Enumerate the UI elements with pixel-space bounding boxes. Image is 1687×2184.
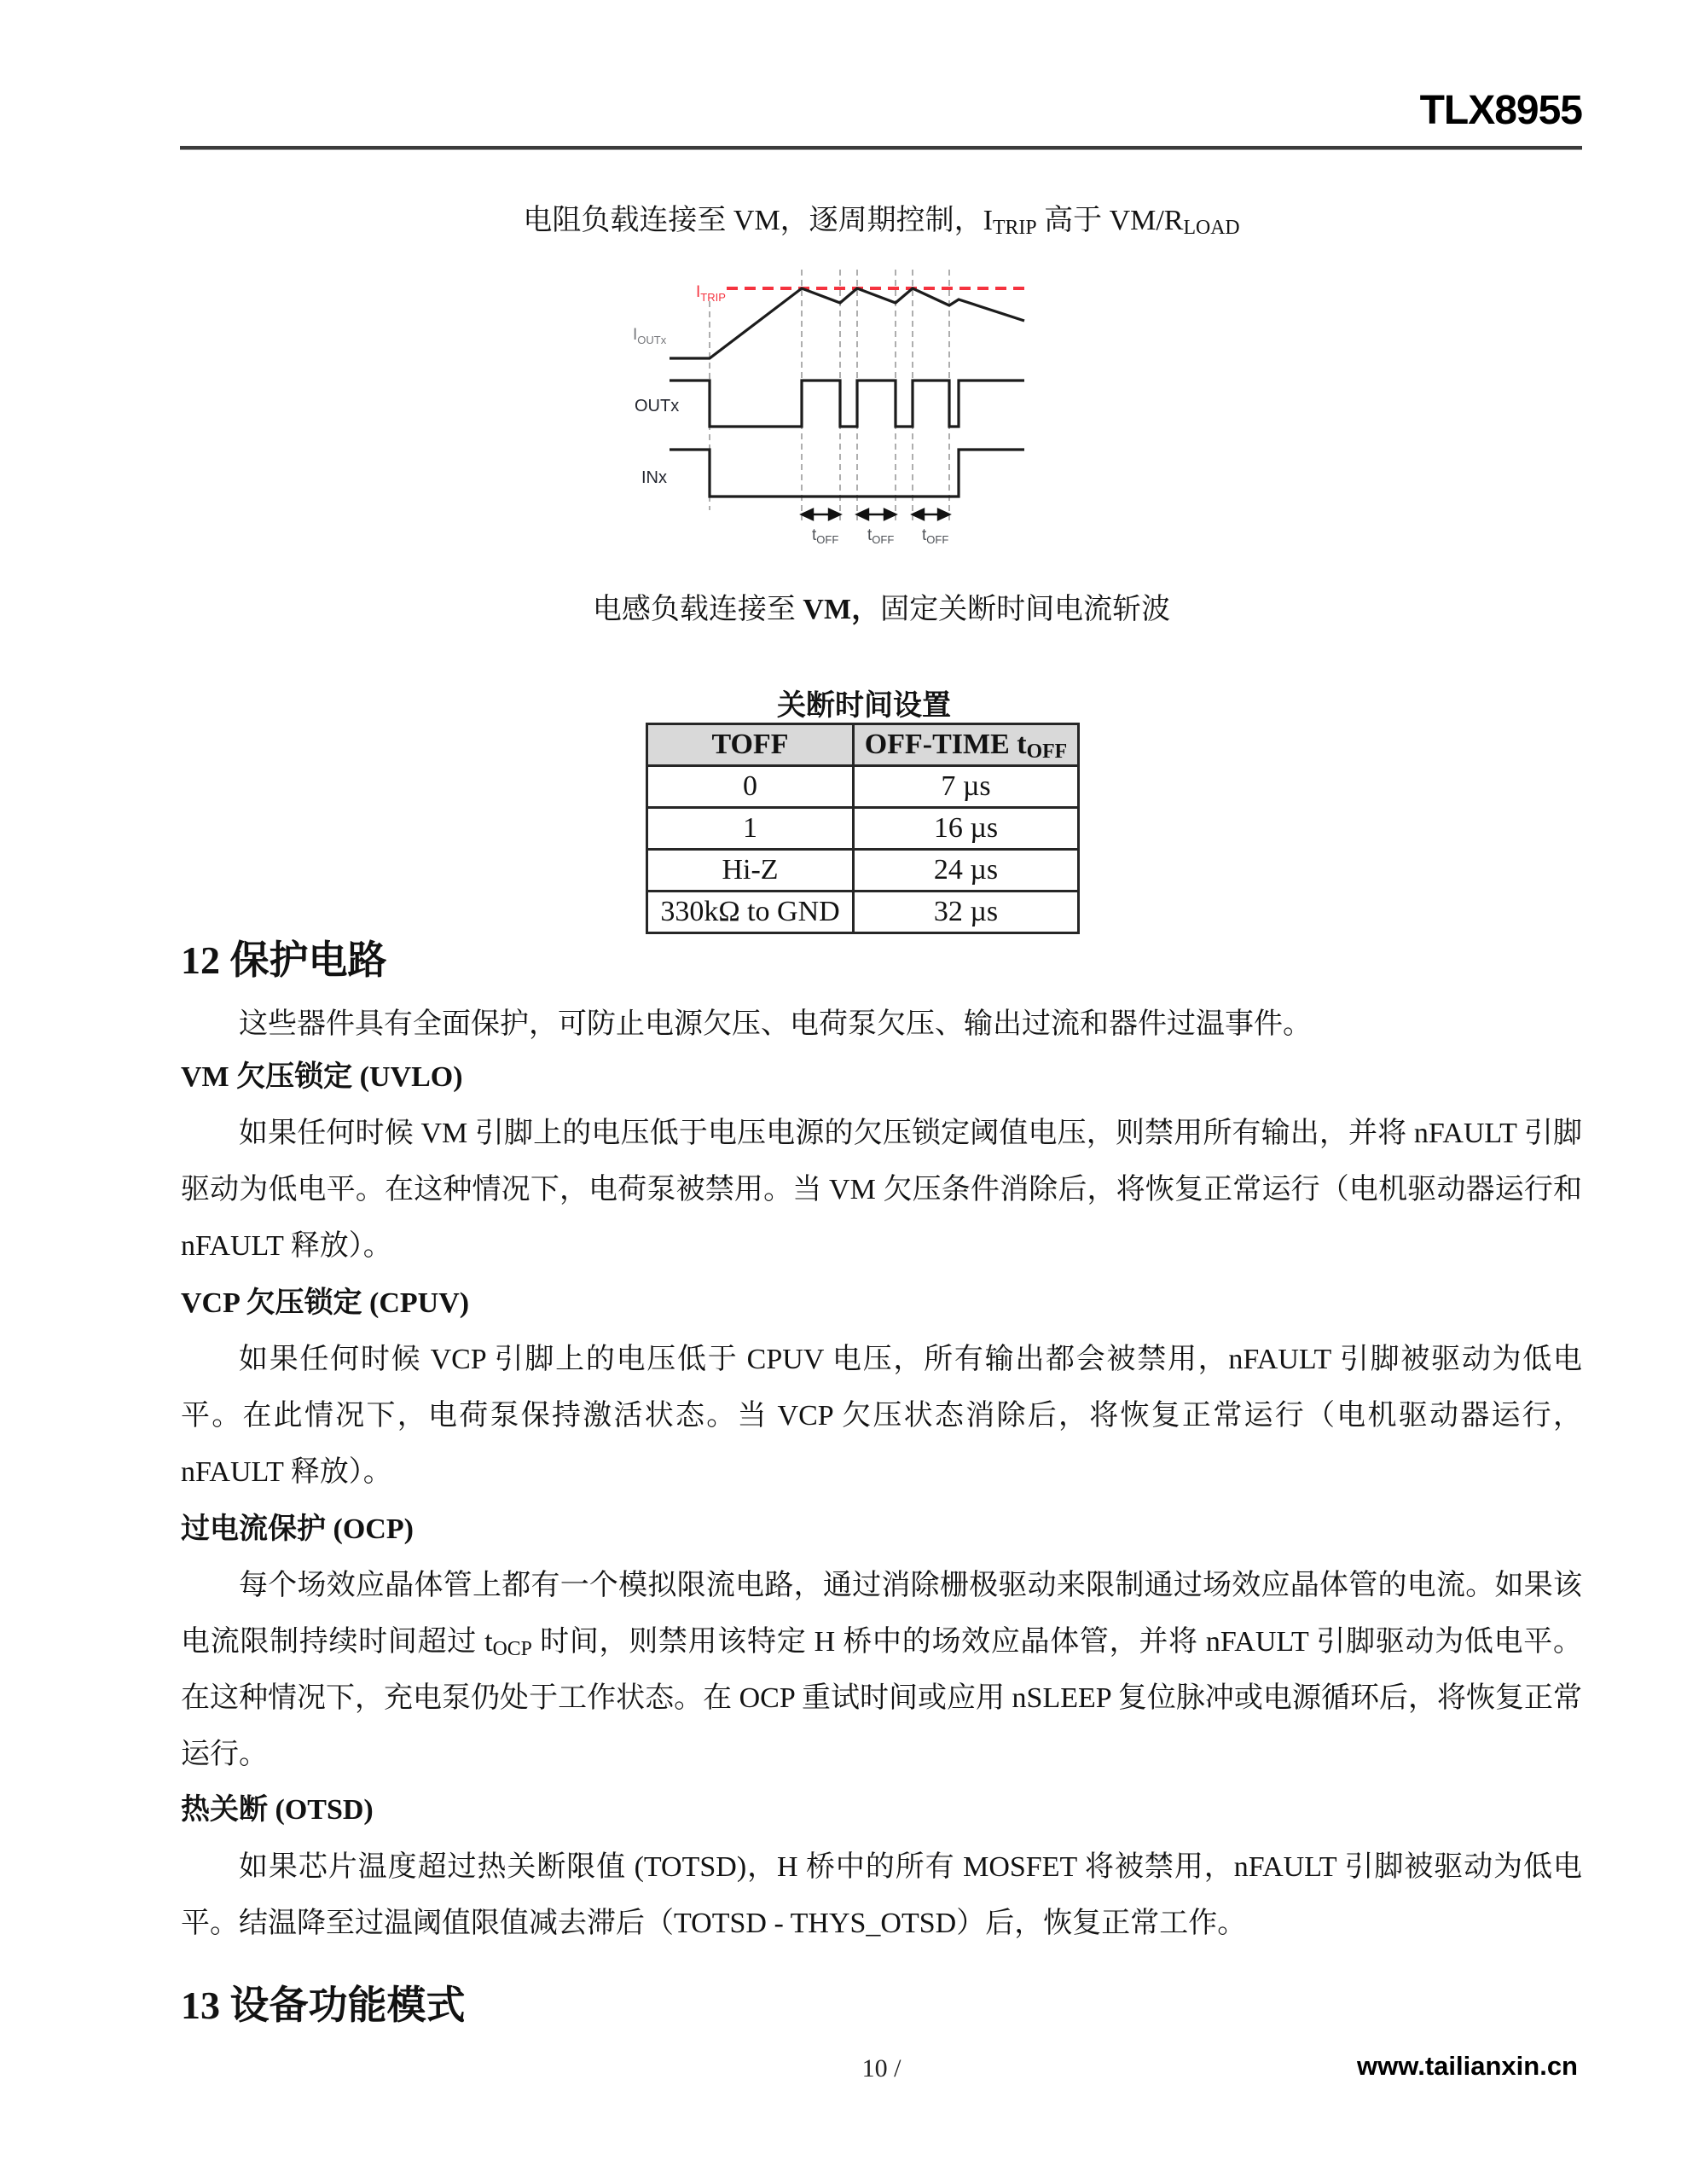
figure-caption-top	[181, 196, 1582, 238]
footer-website: www.tailianxin.cn	[1357, 2051, 1578, 2081]
cell-time-2: 24 µs	[854, 850, 1079, 892]
cpuv-paragraph: 如果任何时候 VCP 引脚上的电压低于 CPUV 电压，所有输出都会被禁用，nFAULT 引脚被驱动为低电平。在此情况下，电荷泵保持激活状态。当 VCP 欠压状态消除后，将恢复正常运行（电机驱动器运行，nFAULT 释放）。	[181, 1344, 1582, 1488]
otsd-heading: 热关断 (OTSD)	[181, 1794, 374, 1826]
toff-arrows	[802, 509, 949, 520]
in-waveform	[670, 450, 1024, 497]
cell-time-1: 16 µs	[854, 808, 1079, 850]
timing-diagram	[631, 254, 1122, 549]
in-label: INx	[641, 468, 667, 487]
caption-top-text2: 高于 VM/R	[1036, 205, 1184, 236]
caption-bottom-text: 电感负载连接至	[592, 594, 803, 625]
toff-table-title: 关断时间设置	[777, 690, 951, 722]
table-row	[647, 892, 1079, 933]
page-number: 10 /	[861, 2054, 901, 2082]
caption-bottom-text2: 固定关断时间电流斩波	[880, 594, 1171, 625]
col-header-toff: TOFF	[647, 724, 854, 766]
cell-time-3: 32 µs	[854, 892, 1079, 933]
col-header-offtime-text: OFF-TIME t	[864, 729, 1027, 760]
section-12-heading: 12 保护电路	[181, 938, 387, 982]
iout-label: $I_{OUTx}$	[633, 326, 667, 346]
itrip-label: $I_{TRIP}$	[696, 283, 726, 304]
uvlo-heading: VM 欠压锁定 (UVLO)	[181, 1061, 463, 1093]
ocp-paragraph	[181, 1558, 1582, 1783]
page-title: TLX8955	[1419, 88, 1582, 133]
toff-settings-table	[646, 723, 1080, 934]
toff-label-2: $t_{OFF}$	[867, 526, 895, 546]
section-12-intro: 这些器件具有全面保护，可防止电源欠压、电荷泵欠压、输出过流和器件过温事件。	[239, 1008, 1312, 1040]
otsd-paragraph: 如果芯片温度超过热关断限值 (TOTSD)，H 桥中的所有 MOSFET 将被禁用，nFAULT 引脚被驱动为低电平。结温降至过温阈值限值减去滞后（TOTSD - THYS_OTSD）后，恢复正常工作。	[181, 1851, 1582, 1939]
table-row	[647, 808, 1079, 850]
ocp-heading: 过电流保护 (OCP)	[181, 1513, 414, 1545]
out-label: OUTx	[635, 397, 680, 415]
col-header-offtime	[854, 724, 1079, 766]
toff-label-3: $t_{OFF}$	[922, 526, 949, 546]
ocp-tocp-sub: OCP	[492, 1638, 532, 1661]
uvlo-paragraph: 如果任何时候 VM 引脚上的电压低于电压电源的欠压锁定阈值电压，则禁用所有输出，并将 nFAULT 引脚驱动为低电平。在这种情况下，电荷泵被禁用。当 VM 欠压条件消除后，将恢复正常运行（电机驱动器运行和 nFAULT 释放）。	[181, 1118, 1582, 1262]
col-header-offtime-sub: OFF	[1026, 741, 1068, 764]
section-13-heading: 13 设备功能模式	[181, 1984, 466, 2027]
table-row	[647, 766, 1079, 808]
figure-caption-bottom	[181, 585, 1582, 627]
caption-top-sub-trip: TRIP	[993, 217, 1037, 240]
cpuv-heading: VCP 欠压锁定 (CPUV)	[181, 1287, 470, 1319]
header-rule	[180, 146, 1582, 150]
table-header-row	[647, 724, 1079, 766]
caption-top-sub-load: LOAD	[1183, 217, 1240, 240]
toff-label-1: $t_{OFF}$	[812, 526, 839, 546]
out-waveform	[670, 380, 1024, 427]
cell-toff-1: 1	[647, 808, 854, 850]
ocp-paragraph-text1: 每个场效应晶体管上都有一个模拟限流电路，通过消除栅极驱动来限制通过场效应晶体管的电流。如果该电流限制持续时间超过 t	[181, 1570, 1582, 1658]
ocp-paragraph-text2: 时间，则禁用该特定 H 桥中的场效应晶体管，并将 nFAULT 引脚驱动为低电平。在这种情况下，充电泵仍处于工作状态。在 OCP 重试时间或应用 nSLEEP 复位脉冲或电源循环后，将恢复正常运行。	[181, 1626, 1582, 1770]
caption-top-text: 电阻负载连接至 VM，逐周期控制，I	[523, 205, 993, 236]
cell-time-0: 7 µs	[854, 766, 1079, 808]
caption-bottom-bold: VM，	[803, 594, 881, 625]
cell-toff-3: 330kΩ to GND	[647, 892, 854, 933]
cell-toff-2: Hi-Z	[647, 850, 854, 892]
table-row	[647, 850, 1079, 892]
cell-toff-0: 0	[647, 766, 854, 808]
